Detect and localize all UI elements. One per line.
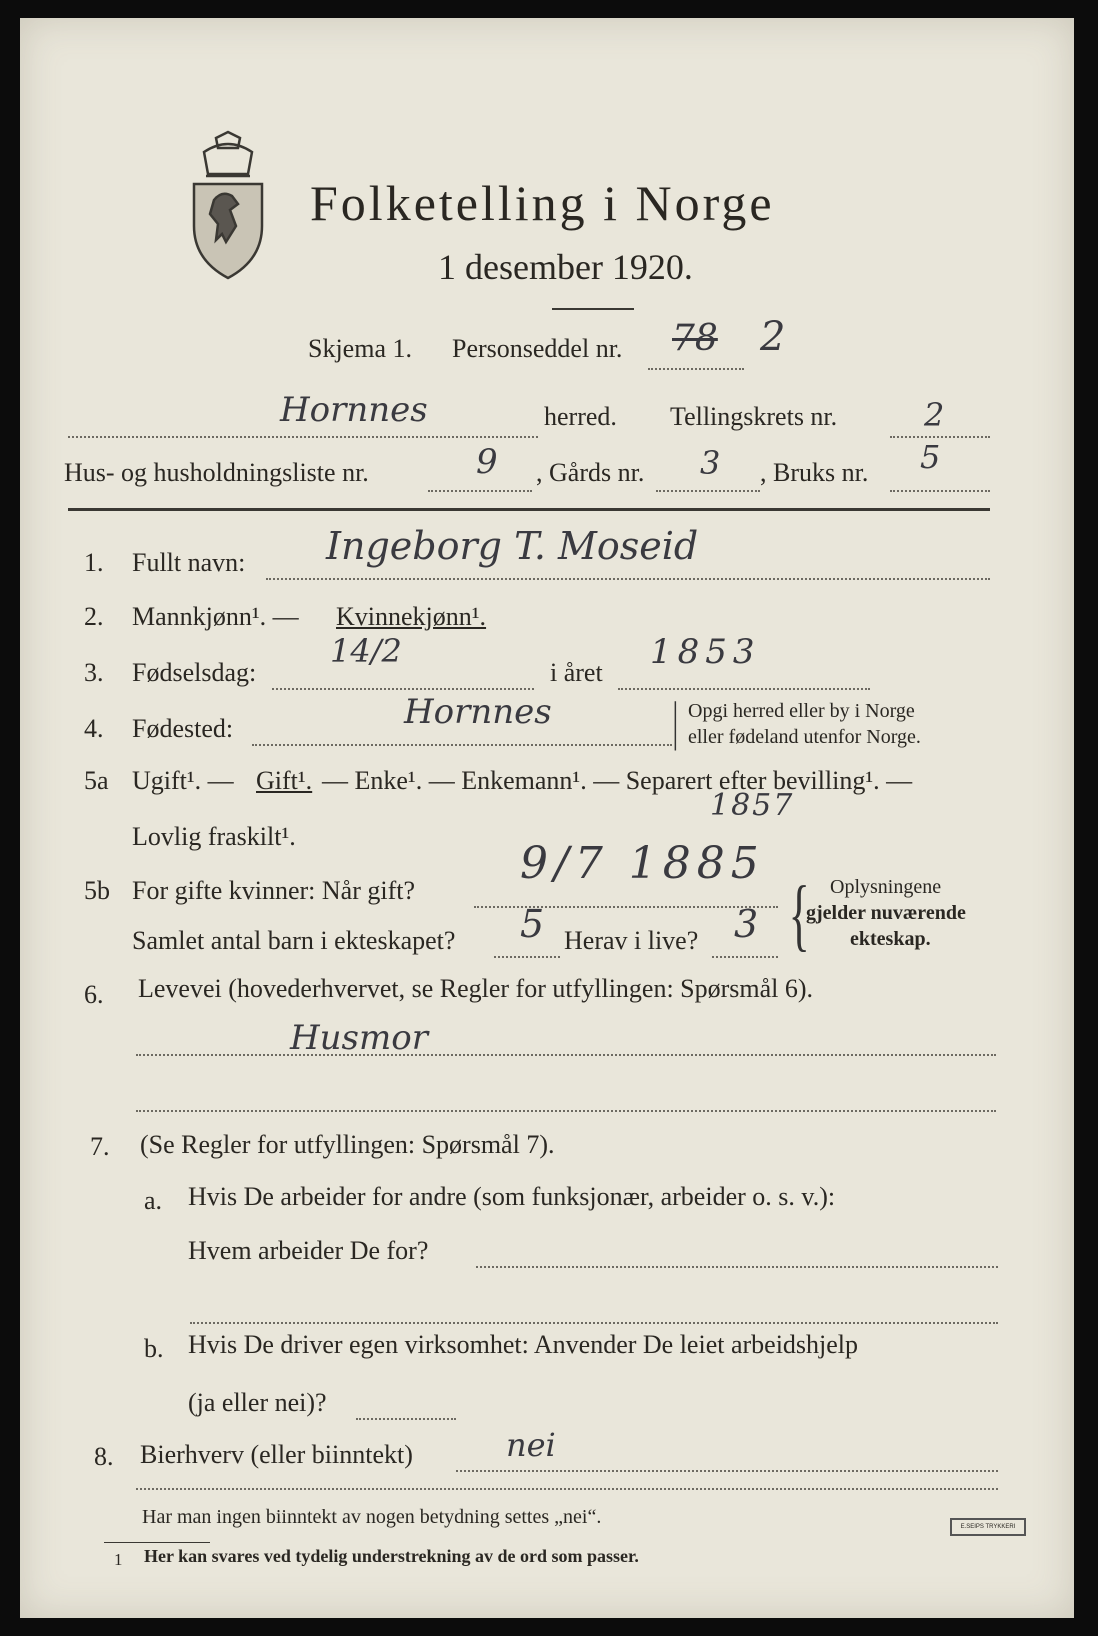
q5b-children-label: Samlet antal barn i ekteskapet? <box>132 926 456 955</box>
q1-line <box>266 578 990 580</box>
q6-occupation: Husmor <box>290 1018 428 1058</box>
q7b-label: Hvis De driver egen virksomhet: Anvender De leiet arbeidshjelp <box>188 1330 859 1359</box>
personseddel-value: 2 <box>760 314 786 360</box>
skjema-label: Skjema 1. <box>308 334 412 363</box>
q8-number: 8. <box>94 1442 114 1471</box>
bruks-value: 5 <box>920 438 941 476</box>
q5a-divorced-option: Lovlig fraskilt¹. <box>132 822 296 851</box>
personseddel-label: Personseddel nr. <box>452 334 623 363</box>
q3-line <box>272 688 534 690</box>
q1-full-name: Ingeborg T. Moseid <box>326 524 699 568</box>
header-divider <box>68 508 990 511</box>
q8-line1 <box>456 1470 998 1472</box>
q4-note-line1: Opgi herred eller by i Norge <box>688 700 915 722</box>
q5b-note-line1: Oplysningene <box>830 876 942 898</box>
q7a-label: Hvis De arbeider for andre (som funksjonær, arbeider o. s. v.): <box>188 1182 836 1211</box>
husholdning-line <box>428 490 532 492</box>
q7a-line1 <box>476 1266 998 1268</box>
printer-stamp: E.SEIPS TRYKKERI <box>950 1518 1026 1536</box>
q1-number: 1. <box>84 548 104 577</box>
q5a-margin-note: 1857 <box>710 788 795 823</box>
q5b-note-brace: { <box>788 871 810 959</box>
q3-number: 3. <box>84 658 104 687</box>
q4-birthplace: Hornnes <box>404 692 552 732</box>
footer-note: Har man ingen biinntekt av nogen betydning settes „nei“. <box>142 1506 602 1528</box>
q5b-children-value: 5 <box>520 902 545 946</box>
q2-male-option: Mannkjønn¹. — <box>132 602 299 631</box>
form-title: Folketelling i Norge <box>310 175 775 231</box>
q6-label: Levevei (hovederhvervet, se Regler for utfyllingen: Spørsmål 6). <box>138 974 814 1003</box>
personseddel-line <box>648 368 744 370</box>
bruks-label: , Bruks nr. <box>760 458 869 487</box>
q7-label: (Se Regler for utfyllingen: Spørsmål 7). <box>140 1130 555 1159</box>
gards-line <box>656 490 760 492</box>
q3-birth-day: 14/2 <box>330 632 402 670</box>
q5a-married-option: Gift¹. <box>256 766 313 795</box>
q3-label: Fødselsdag: <box>132 658 257 687</box>
q1-label: Fullt navn: <box>132 548 246 577</box>
q5b-children-line <box>494 956 560 958</box>
q3-birth-year: 1853 <box>650 632 761 672</box>
q5b-alive-line <box>712 956 778 958</box>
census-date: 1 desember 1920. <box>438 247 693 287</box>
herred-line <box>68 436 538 438</box>
herred-value: Hornnes <box>280 390 428 430</box>
herred-label: herred. <box>544 402 617 431</box>
q2-number: 2. <box>84 602 104 631</box>
q5b-marriage-date: 9/7 1885 <box>520 838 765 889</box>
q5b-note-line3: ekteskap. <box>850 928 931 950</box>
husholdning-label: Hus- og husholdningsliste nr. <box>64 458 369 487</box>
q7b-letter: b. <box>144 1334 164 1363</box>
q3-year-label: i året <box>550 658 603 687</box>
q4-number: 4. <box>84 714 104 743</box>
q8-side-income: nei <box>506 1426 556 1464</box>
title-divider <box>552 308 634 310</box>
q7a-letter: a. <box>144 1186 163 1215</box>
q8-line-lower <box>136 1488 998 1490</box>
q5a-number: 5a <box>84 766 109 795</box>
q7b-line <box>356 1418 456 1420</box>
q5b-alive-label: Herav i live? <box>564 926 699 955</box>
q2-female-option: Kvinnekjønn¹. <box>336 602 487 631</box>
q7a-line2 <box>190 1322 998 1324</box>
q5b-number: 5b <box>84 876 110 905</box>
q7-number: 7. <box>90 1132 110 1161</box>
coat-of-arms-icon <box>186 130 270 280</box>
q7b-yes-no-label: (ja eller nei)? <box>188 1388 327 1417</box>
gards-label: , Gårds nr. <box>536 458 645 487</box>
bruks-line <box>890 490 990 492</box>
gards-value: 3 <box>700 444 721 482</box>
q4-label: Fødested: <box>132 714 234 743</box>
q4-note-brace: | <box>672 691 679 751</box>
q6-line2 <box>136 1110 996 1112</box>
q4-note-line2: eller fødeland utenfor Norge. <box>688 726 921 748</box>
q5b-note-line2: gjelder nuværende <box>806 902 966 924</box>
q6-line1 <box>136 1054 996 1056</box>
footnote-divider <box>104 1542 210 1543</box>
q5b-alive-value: 3 <box>734 902 759 946</box>
tellingskrets-value: 2 <box>924 396 945 434</box>
q3-year-line <box>618 688 870 690</box>
husholdning-value: 9 <box>476 442 498 482</box>
footnote-text: Her kan svares ved tydelig understrekning av de ord som passer. <box>144 1546 639 1566</box>
footnote-mark: 1 <box>114 1550 123 1569</box>
q8-label: Bierhverv (eller biinntekt) <box>140 1440 413 1469</box>
q7a-employer-label: Hvem arbeider De for? <box>188 1236 429 1265</box>
q5a-other-options: — Enke¹. — Enkemann¹. — Separert efter bevilling¹. — <box>322 766 913 795</box>
tellingskrets-label: Tellingskrets nr. <box>670 402 838 431</box>
q4-line <box>252 744 672 746</box>
q5a-unmarried-option: Ugift¹. — <box>132 766 234 795</box>
q6-number: 6. <box>84 980 104 1009</box>
q5b-label: For gifte kvinner: Når gift? <box>132 876 416 905</box>
personseddel-struck: 78 <box>672 318 718 359</box>
census-form <box>20 18 1074 1618</box>
